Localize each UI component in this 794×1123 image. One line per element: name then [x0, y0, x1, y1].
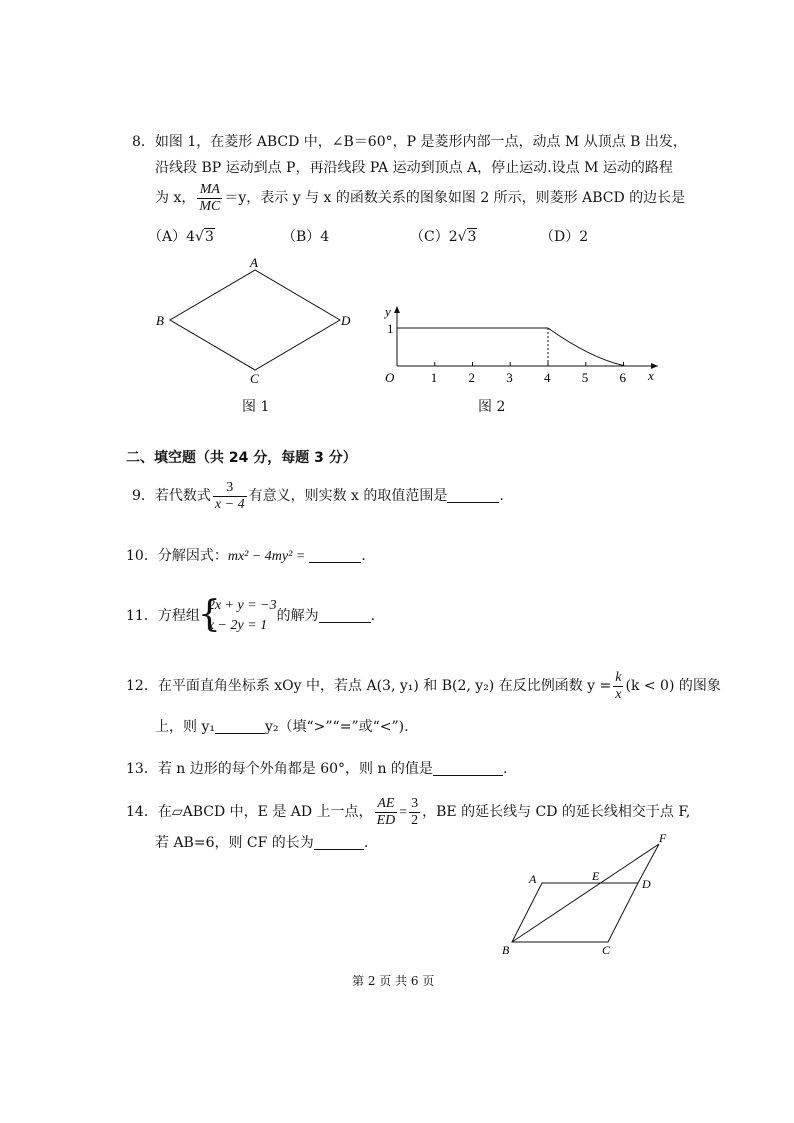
- rhombus-shape: [170, 270, 340, 370]
- figure-2-graph: [375, 300, 665, 390]
- parallelogram-symbol: ▱: [171, 804, 183, 820]
- q8-text-line2: 沿线段 BP 运动到点 P，再沿线段 PA 运动到顶点 A，停止运动.设点 M 运动的路程: [155, 160, 673, 176]
- q11: [126, 596, 375, 636]
- option-a-sqrt: √3: [195, 229, 214, 245]
- rhombus-label-a: A: [250, 255, 258, 270]
- q12-number: 12．: [126, 678, 158, 694]
- x-axis-label: x: [648, 368, 654, 383]
- q9-frac-num: 3: [213, 480, 247, 497]
- figure-1-rhombus: [150, 250, 360, 385]
- q8-fraction: [197, 182, 222, 215]
- q9-frac-den: x − 4: [214, 496, 245, 512]
- option-a: [148, 227, 215, 247]
- q10-expr: mx² − 4my² =: [227, 549, 306, 564]
- q10-answer-blank[interactable]: [309, 546, 361, 563]
- q14-label-a: A: [529, 872, 537, 886]
- q9-number: 9．: [132, 488, 155, 504]
- q8-frac-num: MA: [197, 182, 222, 199]
- q14-number: 14．: [126, 804, 158, 820]
- q8-line3: [155, 180, 685, 216]
- q14-post: ，BE 的延长线与 CD 的延长线相交于点 F,: [422, 804, 691, 820]
- q14-line2-text: 若 AB=6，则 CF 的长为: [155, 835, 314, 851]
- q10-number: 10．: [126, 548, 158, 564]
- option-b: [282, 227, 329, 247]
- q14-label-c: C: [602, 943, 611, 957]
- x-tick-label-5: 5: [581, 370, 589, 385]
- q9-pre: 若代数式: [154, 488, 211, 504]
- q10: [126, 546, 366, 567]
- figure-q14-parallelogram: [495, 828, 680, 958]
- option-c-radicand: 3: [467, 229, 477, 245]
- rhombus-label-c: C: [250, 371, 259, 385]
- q13-answer-blank[interactable]: [433, 759, 503, 776]
- q8-line3-post: ＝y，表示 y 与 x 的函数关系的图象如图 2 所示，则菱形 ABCD 的边长是: [224, 190, 686, 206]
- option-c-sqrt: √3: [457, 229, 477, 245]
- y-tick-1: 1: [387, 321, 394, 336]
- q12-fraction: [613, 670, 623, 703]
- q11-number: 11．: [126, 608, 158, 624]
- q12-answer-blank[interactable]: [215, 717, 265, 734]
- option-c: [410, 227, 477, 247]
- figure-2-caption: 图 2: [478, 399, 506, 415]
- q14-val-num: 3: [411, 795, 419, 811]
- option-d-label: （D）2: [540, 229, 589, 245]
- q14-mid: ABCD 中，E 是 AD 上一点，: [182, 804, 373, 820]
- x-tick-label-6: 6: [619, 370, 626, 385]
- q14-frac-den: ED: [376, 812, 396, 828]
- curve-segment: [548, 328, 625, 366]
- q13-number: 13．: [126, 761, 158, 777]
- q12-frac-num: k: [615, 669, 622, 685]
- q11-answer-blank[interactable]: [319, 606, 371, 623]
- q14-fraction: [375, 796, 398, 829]
- q14-end: .: [363, 835, 369, 851]
- q14-label-e: E: [592, 869, 600, 883]
- q12-line1-post: (k < 0) 的图象: [625, 678, 721, 694]
- q8-text-line1: 如图 1，在菱形 ABCD 中，∠B＝60°，P 是菱形内部一点，动点 M 从顶点 B 出发，: [154, 134, 687, 150]
- figure-1-caption: 图 1: [242, 399, 270, 415]
- q11-system: [197, 594, 277, 636]
- q10-pre: 分解因式：: [157, 548, 228, 564]
- q9-answer-blank[interactable]: [447, 486, 499, 503]
- q14-value-fraction: [409, 796, 420, 829]
- section-2-title: 二、填空题（共 24 分，每题 3 分）: [126, 450, 357, 466]
- q9-fraction: [213, 480, 247, 513]
- q12-line2-mid: y₂（填“>”“=”或“<”).: [264, 719, 409, 735]
- x-ticks: [431, 362, 627, 385]
- q13-end: .: [502, 761, 508, 777]
- x-tick-label-2: 2: [468, 370, 475, 385]
- q11-pre: 方程组: [157, 608, 200, 624]
- q14-frac-num: AE: [375, 796, 398, 813]
- origin-label: O: [385, 370, 395, 385]
- q8-number: 8．: [132, 134, 155, 150]
- q13: [126, 759, 507, 779]
- option-b-label: （B）4: [282, 229, 330, 245]
- q14-val-den: 2: [411, 812, 419, 828]
- x-tick-label-1: 1: [430, 370, 438, 385]
- q8-line3-pre: 为 x，: [155, 190, 196, 206]
- q12-line2: [155, 717, 409, 737]
- rhombus-label-b: B: [156, 313, 164, 328]
- parallelogram-abcd: [512, 883, 638, 942]
- q8-frac-den: MC: [199, 198, 221, 214]
- q14-label-b: B: [502, 943, 510, 957]
- q12-line1: [126, 668, 721, 704]
- y-axis-arrow: [394, 306, 400, 313]
- q9-end: .: [499, 488, 504, 504]
- q13-text: 若 n 边形的每个外角都是 60°，则 n 的值是: [157, 761, 433, 777]
- q14-eq: =: [399, 805, 408, 820]
- q12-line2-pre: 上，则 y₁: [155, 719, 215, 735]
- q12-line1-pre: 在平面直角坐标系 xOy 中，若点 A(3, y₁) 和 B(2, y₂) 在反比例函数 y =: [157, 678, 612, 694]
- option-a-label: （A）4: [148, 229, 196, 245]
- q12-frac-den: x: [615, 686, 622, 702]
- y-axis-label: y: [385, 304, 391, 319]
- q14-label-d: D: [642, 877, 651, 891]
- option-c-label: （C）2: [410, 229, 458, 245]
- q11-eq1: 2x + y = −3: [207, 598, 277, 613]
- q9: [132, 478, 504, 514]
- q11-brace: {: [197, 594, 221, 635]
- q14-label-f: F: [659, 831, 667, 845]
- q8-line1: [132, 132, 687, 152]
- q11-eq2: x − 2y = 1: [207, 618, 268, 633]
- q11-post: 的解为: [276, 608, 319, 624]
- q14-pre: 在: [157, 804, 172, 820]
- x-tick-label-3: 3: [506, 370, 513, 385]
- option-a-radicand: 3: [204, 229, 214, 245]
- q10-end: .: [361, 548, 366, 564]
- rhombus-label-d: D: [341, 313, 351, 328]
- q14-line1: [126, 794, 690, 831]
- line-bf: [512, 844, 659, 942]
- q14-answer-blank[interactable]: [314, 833, 364, 850]
- q9-post: 有意义，则实数 x 的取值范围是: [248, 488, 448, 504]
- page-footer: 第 2 页 共 6 页: [352, 974, 435, 988]
- q14-line2: [155, 833, 368, 853]
- x-tick-label-4: 4: [544, 370, 551, 385]
- option-d: [540, 227, 588, 247]
- q11-end: .: [370, 608, 376, 624]
